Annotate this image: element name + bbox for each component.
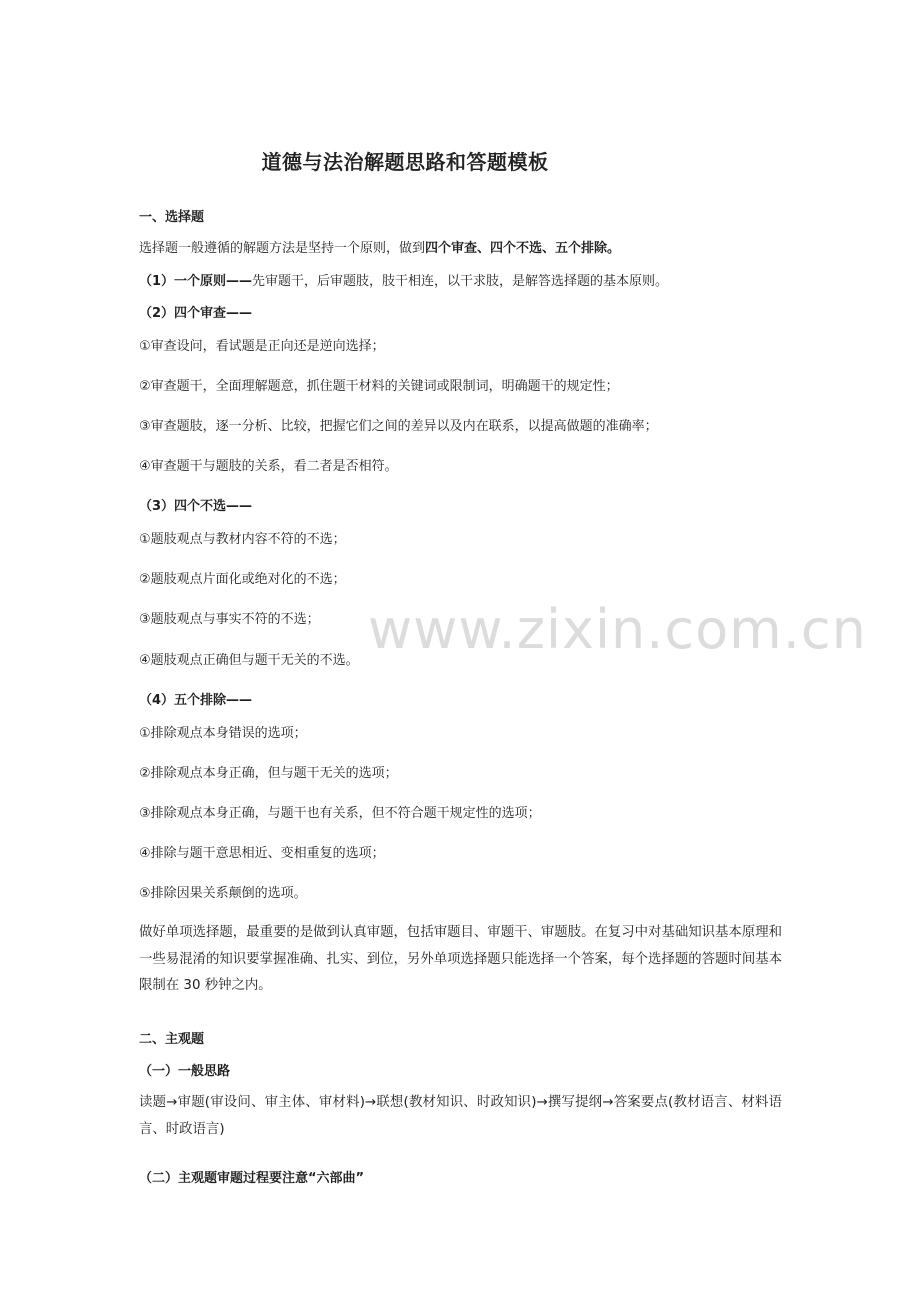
no-select-item: ④题肢观点正确但与题干无关的不选。 xyxy=(139,653,359,668)
section2-heading: 二、主观题 xyxy=(139,1032,205,1047)
exclude-item: ④排除与题干意思相近、变相重复的选项； xyxy=(139,846,385,861)
review-item: ③审查题肢，逐一分析、比较，把握它们之间的差异以及内在联系，以提高做题的准确率； xyxy=(139,419,658,434)
section1-heading: 一、选择题 xyxy=(139,210,205,225)
review-item: ②审查题干，全面理解题意，抓住题干材料的关键词或限制词，明确题干的规定性； xyxy=(139,379,619,394)
general-text: 读题→审题(审设问、审主体、审材料)→联想(教材知识、时政知识)→撰写提纲→答案要点(教材语言、材料语言、时政语言) xyxy=(139,1095,782,1137)
section1-intro-bold: 四个审查、四个不选、五个排除。 xyxy=(425,241,621,256)
exclude-item: ①排除观点本身错误的选项； xyxy=(139,726,307,741)
exclude-item: ⑤排除因果关系颠倒的选项。 xyxy=(139,886,307,901)
no-select-item: ③题肢观点与事实不符的不选； xyxy=(139,612,320,627)
principle-label: （1）一个原则—— xyxy=(139,274,253,289)
review-heading: （2）四个审查—— xyxy=(139,306,253,321)
section1-intro xyxy=(139,240,784,258)
section1-intro-text: 选择题一般遵循的解题方法是坚持一个原则，做到 xyxy=(139,241,426,256)
section1-summary: 做好单项选择题，最重要的是做到认真审题，包括审题目、审题干、审题肢。在复习中对基础知识基本原理和一些易混淆的知识要掌握准确、扎实、到位，另外单项选择题只能选择一个答案，每个选择题的答题时间基本限制在 30 秒钟之内。 xyxy=(139,925,782,994)
watermark: www.zixin.com.cn xyxy=(368,598,867,661)
exclude-item: ③排除观点本身正确，与题干也有关系，但不符合题干规定性的选项； xyxy=(139,806,541,821)
general-heading: （一）一般思路 xyxy=(139,1064,231,1079)
review-item: ①审查设问，看试题是正向还是逆向选择； xyxy=(139,339,385,354)
exclude-heading: （4）五个排除—— xyxy=(139,693,253,708)
exclude-item: ②排除观点本身正确，但与题干无关的选项； xyxy=(139,766,398,781)
no-select-heading: （3）四个不选—— xyxy=(139,499,253,514)
principle-text: 先审题干，后审题肢，肢干相连，以干求肢，是解答选择题的基本原则。 xyxy=(252,274,669,289)
six-steps-heading: （二）主观题审题过程要注意“六部曲” xyxy=(139,1171,365,1186)
no-select-item: ①题肢观点与教材内容不符的不选； xyxy=(139,532,346,547)
page-title: 道德与法治解题思路和答题模板 xyxy=(261,150,549,174)
principle-line xyxy=(139,273,784,291)
no-select-item: ②题肢观点片面化或绝对化的不选； xyxy=(139,572,346,587)
review-item: ④审查题干与题肢的关系，看二者是否相符。 xyxy=(139,459,398,474)
